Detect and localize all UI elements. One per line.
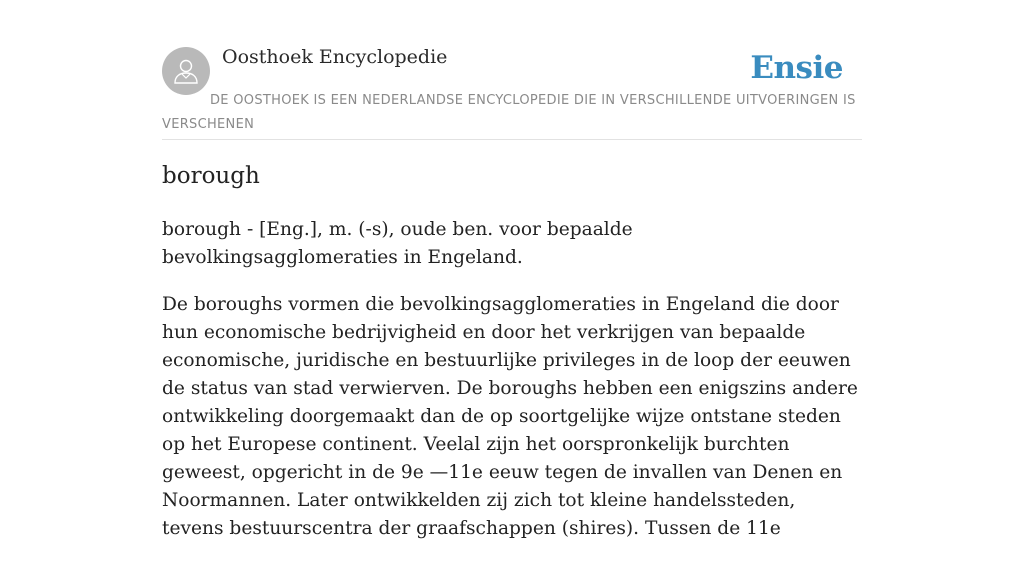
entry-paragraph: De boroughs vormen die bevolkingsagglomeraties in Engeland die door hun economische bedrijvigheid en door het verkrijgen van bepaalde economische, juridische en bestuurlijke privileges in de loop der eeuwen de status van stad verwierven. De boroughs hebben een enigszins andere ontwikkeling doorgemaakt dan de op soortgelijke wijze ontstane steden op het Europese continent. Veelal zijn het oorspronkelijk burchten geweest, opgericht in de 9e —11e eeuw tegen de invallen van Denen en Noormannen. Later ontwikkelden zij zich tot kleine handelssteden, tevens bestuurscentra der graafschappen (shires). Tussen de 11e [162,294,858,539]
site-name[interactable]: Oosthoek Encyclopedie [222,46,448,68]
entry-body [162,216,862,562]
page [162,0,862,539]
brand-logo[interactable]: Ensie [750,50,843,86]
site-header [162,0,862,140]
entry-paragraph: borough - [Eng.], m. (-s), oude ben. voor bepaalde bevolkingsagglomeraties in Engeland. [162,219,633,268]
entry-title: borough [162,163,260,189]
site-tagline: DE OOSTHOEK IS EEN NEDERLANDSE ENCYCLOPEDIE DIE IN VERSCHILLENDE UITVOERINGEN IS VERSCHENEN [162,93,856,132]
user-icon [171,56,201,86]
avatar[interactable] [162,47,210,95]
